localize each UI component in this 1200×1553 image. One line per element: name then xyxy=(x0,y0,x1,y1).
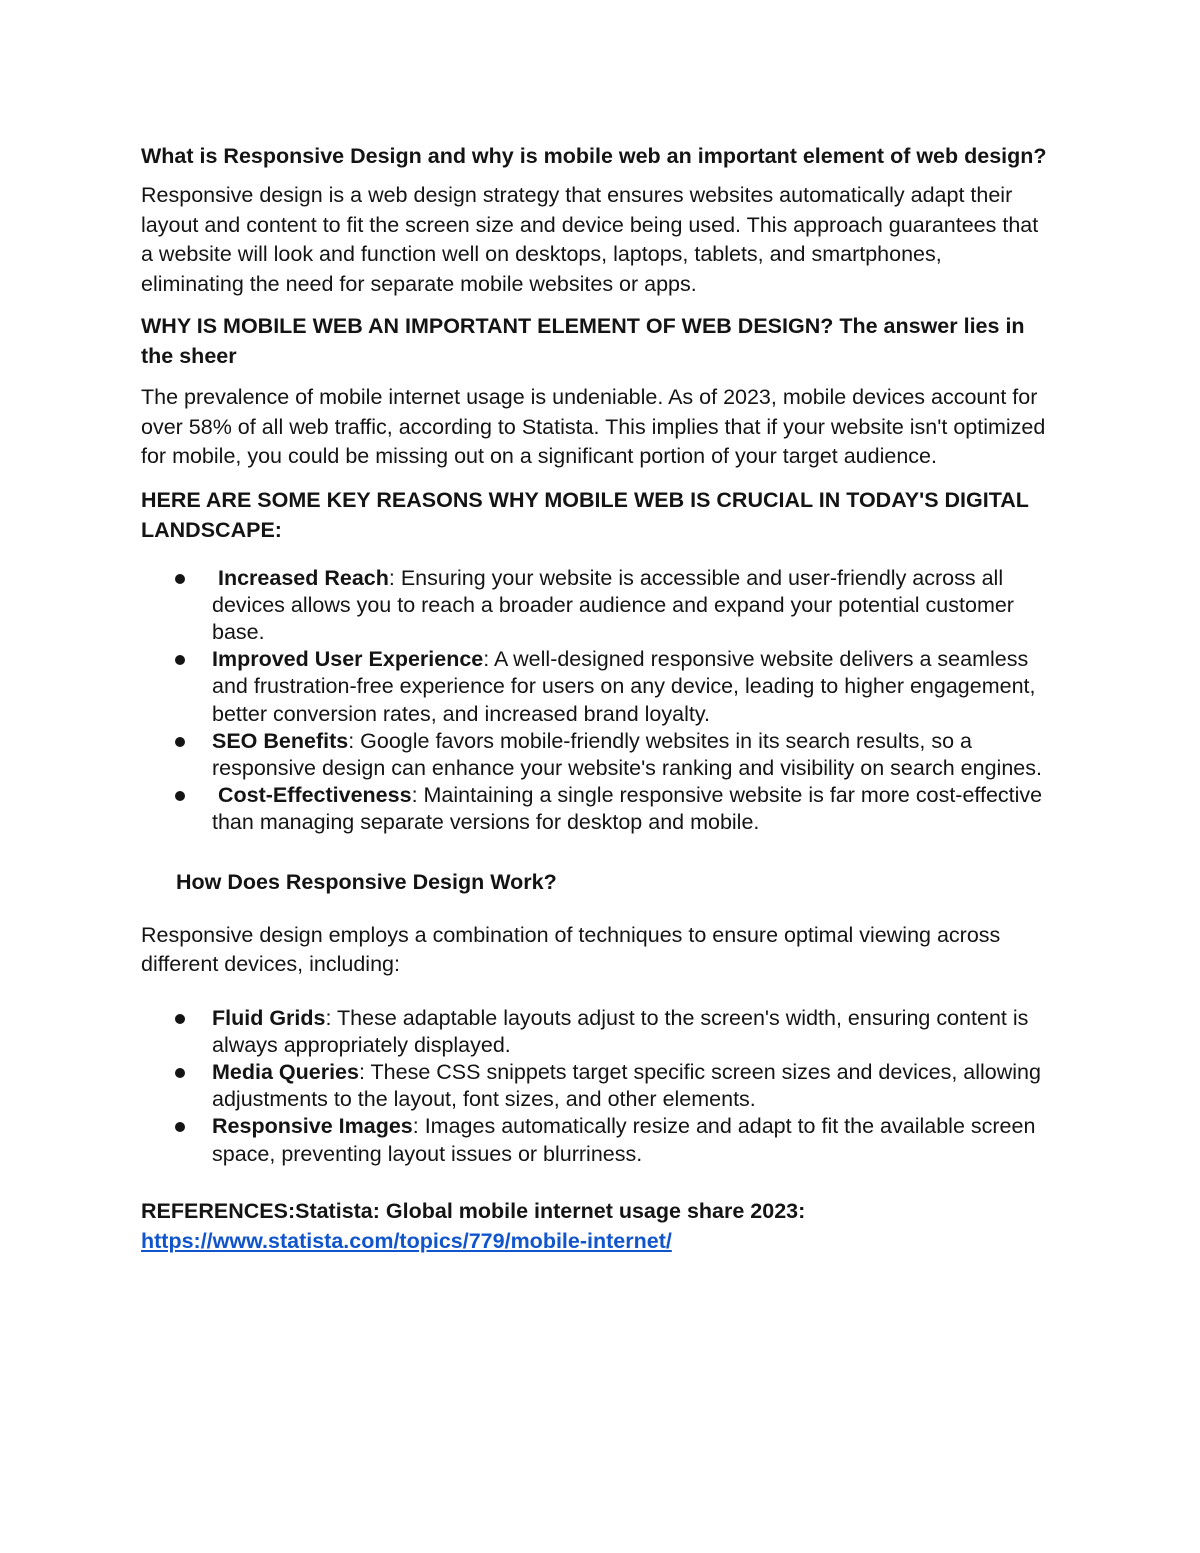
techniques-list xyxy=(141,1005,1050,1168)
list-item-text: : A well-designed responsive website delivers a seamless and frustration-free experience for users on any device, leading to higher engagement, better conversion rates, and increased brand loyalty. xyxy=(212,647,1036,726)
list-item-text: : These adaptable layouts adjust to the screen's width, ensuring content is always appropriately displayed. xyxy=(212,1005,1029,1057)
list-item-term: Increased Reach xyxy=(217,565,389,590)
bullet-icon xyxy=(175,737,185,747)
list-item-text: : Images automatically resize and adapt to fit the available screen space, preventing layout issues or blurriness. xyxy=(212,1114,1036,1166)
list-item-term: Responsive Images xyxy=(212,1114,413,1139)
how-paragraph: Responsive design employs a combination of techniques to ensure optimal viewing across different devices, including: xyxy=(141,922,1001,977)
list-item-term: SEO Benefits xyxy=(212,728,349,753)
list-item xyxy=(141,1005,1050,1059)
bullet-icon xyxy=(175,791,185,801)
list-item-term: Cost-Effectiveness xyxy=(217,783,412,808)
list-item xyxy=(141,728,1050,782)
reasons-heading: HERE ARE SOME KEY REASONS WHY MOBILE WEB IS CRUCIAL IN TODAY'S DIGITAL LANDSCAPE: xyxy=(141,487,1029,542)
how-heading: How Does Responsive Design Work? xyxy=(176,869,557,894)
list-item xyxy=(141,646,1050,728)
why-paragraph: The prevalence of mobile internet usage is undeniable. As of 2023, mobile devices account for over 58% of all web traffic, according to Statista. This implies that if your website isn't optimized for mobile, you could be missing out on a significant portion of your target audience. xyxy=(141,385,1046,468)
document-title: What is Responsive Design and why is mobile web an important element of web design? xyxy=(141,144,1047,168)
reference-link[interactable]: https://www.statista.com/topics/779/mobile-internet/ xyxy=(141,1228,672,1253)
bullet-icon xyxy=(175,655,185,665)
why-heading: WHY IS MOBILE WEB AN IMPORTANT ELEMENT OF WEB DESIGN? The answer lies in the sheer xyxy=(141,314,1025,368)
bullet-icon xyxy=(175,1122,185,1132)
bullet-icon xyxy=(175,1014,185,1024)
list-item xyxy=(141,565,1050,647)
list-item xyxy=(141,1059,1050,1113)
list-item xyxy=(141,782,1050,836)
intro-paragraph: Responsive design is a web design strategy that ensures websites automatically adapt their layout and content to fit the screen size and device being used. This approach guarantees that a website will look and function well on desktops, laptops, tablets, and smartphones, eliminating the need for separate mobile websites or apps. xyxy=(141,183,1039,296)
bullet-icon xyxy=(175,574,185,584)
list-item-text: : These CSS snippets target specific screen sizes and devices, allowing adjustments to the layout, font sizes, and other elements. xyxy=(212,1059,1041,1112)
list-item-term: Fluid Grids xyxy=(212,1005,326,1030)
list-item-text: : Ensuring your website is accessible and user-friendly across all devices allows you to reach a broader audience and expand your potential customer base. xyxy=(212,565,1014,644)
references-label: REFERENCES:Statista: Global mobile internet usage share 2023: xyxy=(141,1198,806,1223)
list-item-text: : Maintaining a single responsive website is far more cost-effective than managing separate versions for desktop and mobile. xyxy=(212,783,1043,835)
bullet-icon xyxy=(175,1068,185,1078)
list-item-text: : Google favors mobile-friendly websites in its search results, so a responsive design can enhance your website's ranking and visibility on search engines. xyxy=(212,728,1042,780)
list-item-term: Media Queries xyxy=(212,1059,359,1084)
list-item xyxy=(141,1113,1050,1167)
list-item-term: Improved User Experience xyxy=(212,647,484,672)
reasons-list xyxy=(141,565,1050,837)
references-section xyxy=(141,1196,1050,1256)
